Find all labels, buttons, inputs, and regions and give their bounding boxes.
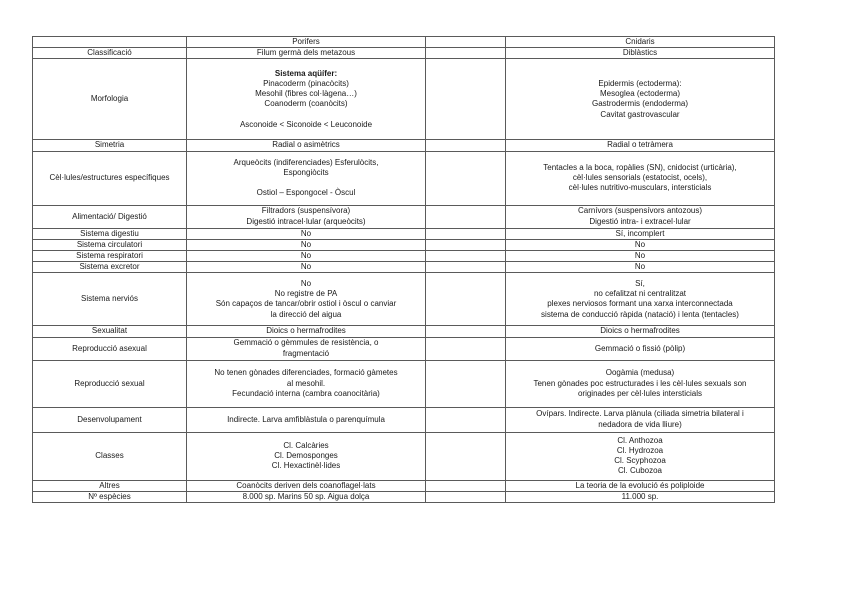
- cnidaris-cell: [506, 151, 775, 205]
- porifers-line: la direcció del aigua: [270, 309, 342, 319]
- porifers-line: [189, 178, 423, 188]
- spacer-cell: [426, 205, 506, 228]
- cnidaris-line: Diblàstics: [622, 48, 658, 58]
- cnidaris-cell: [506, 432, 775, 480]
- cnidaris-cell: [506, 337, 775, 360]
- porifers-line: No: [300, 251, 312, 261]
- porifers-cell: [187, 228, 426, 239]
- cnidaris-line: Cl. Scyphozoa: [614, 456, 666, 466]
- cnidaris-cell: [506, 360, 775, 407]
- cnidaris-line: Mesoglea (ectoderma): [599, 89, 681, 99]
- table-row: [33, 432, 775, 480]
- porifers-line: No tenen gònades diferenciades, formació gàmetes: [214, 368, 398, 378]
- table-row: [33, 407, 775, 432]
- comparison-table: [32, 36, 775, 503]
- table-row: [33, 273, 775, 326]
- cnidaris-line: Cl. Anthozoa: [617, 435, 663, 445]
- cnidaris-line: Digestió intra- i extracel·lular: [589, 216, 691, 226]
- table-row: [33, 251, 775, 262]
- porifers-line: Radial o asimètrics: [272, 140, 340, 150]
- spacer-cell: [426, 273, 506, 326]
- table-row: [33, 140, 775, 151]
- porifers-line: Digestió intracel·lular (arqueòcits): [246, 216, 366, 226]
- row-label: Sistema nerviós: [33, 273, 187, 326]
- header-row: [33, 37, 775, 48]
- row-label: Simetria: [33, 140, 187, 151]
- table-row: [33, 360, 775, 407]
- porifers-cell: [187, 151, 426, 205]
- porifers-line: Cl. Hexactinèl·lides: [271, 461, 341, 471]
- spacer-cell: [426, 432, 506, 480]
- table-row: [33, 48, 775, 59]
- table-row: [33, 151, 775, 205]
- table-row: [33, 205, 775, 228]
- porifers-cell: [187, 337, 426, 360]
- cnidaris-line: Cl. Cubozoa: [617, 466, 663, 476]
- cnidaris-line: Sí, incomplert: [615, 228, 665, 238]
- cnidaris-line: Sí,: [635, 279, 645, 289]
- table-row: [33, 480, 775, 491]
- row-label: Reproducció sexual: [33, 360, 187, 407]
- porifers-cell: [187, 326, 426, 337]
- cnidaris-line: sistema de conducció ràpida (natació) i lenta (tentacles): [541, 309, 739, 319]
- spacer-cell: [426, 360, 506, 407]
- cnidaris-line: La teoria de la evolució és poliploide: [575, 480, 705, 490]
- cnidaris-cell: [506, 205, 775, 228]
- cnidaris-line: Tenen gònades poc estructurades i les cèl·lules sexuals son: [533, 378, 747, 388]
- header-porifers: Porifers: [187, 37, 426, 48]
- porifers-line: Fecundació interna (cambra coanocitària): [232, 388, 380, 398]
- row-label: Nº espècies: [33, 491, 187, 502]
- porifers-cell: [187, 432, 426, 480]
- row-label: Altres: [33, 480, 187, 491]
- cnidaris-line: Tentacles a la boca, ropàlies (SN), cnidocist (urticària),: [543, 162, 737, 172]
- porifers-line: No: [300, 239, 312, 249]
- porifers-line: Coanoderm (coanòcits): [264, 99, 348, 109]
- row-label: Sistema excretor: [33, 262, 187, 273]
- spacer-cell: [426, 151, 506, 205]
- cnidaris-line: Oogàmia (medusa): [605, 368, 675, 378]
- table-row: [33, 228, 775, 239]
- porifers-line: No: [300, 262, 312, 272]
- porifers-line: Mesohil (fibres col·làgena…): [255, 89, 357, 99]
- porifers-line: No: [300, 228, 312, 238]
- row-label: Classes: [33, 432, 187, 480]
- cnidaris-line: Cl. Hydrozoa: [616, 445, 664, 455]
- porifers-cell: [187, 239, 426, 250]
- porifers-line: Pinacoderm (pinacòcits): [263, 79, 349, 88]
- porifers-cell: [187, 251, 426, 262]
- porifers-line: Indirecte. Larva amfiblàstula o parenquímula: [227, 414, 385, 424]
- cnidaris-cell: [506, 59, 775, 140]
- row-label: Sistema circulatori: [33, 239, 187, 250]
- porifers-line: Cl. Calcàries: [283, 440, 329, 450]
- cnidaris-cell: [506, 326, 775, 337]
- porifers-line: Espongiòcits: [283, 167, 329, 177]
- cnidaris-line: 11.000 sp.: [621, 491, 659, 501]
- spacer-cell: [426, 140, 506, 151]
- porifers-line: Sistema aqüífer:: [274, 68, 338, 78]
- row-label: Cèl·lules/estructures específiques: [33, 151, 187, 205]
- porifers-line: Filtradors (suspensívora): [261, 206, 351, 216]
- porifers-line: Cl. Demosponges: [274, 451, 338, 461]
- porifers-line: fragmentació: [282, 348, 330, 358]
- porifers-line: Arqueòcits (indiferenciades) Esferulòcits,: [233, 157, 379, 167]
- row-label: Alimentació/ Digestió: [33, 205, 187, 228]
- porifers-line: Filum germà dels metazous: [256, 48, 356, 58]
- row-label: Reproducció asexual: [33, 337, 187, 360]
- cnidaris-line: cèl·lules nutritivo-musculars, intersticials: [568, 183, 712, 193]
- row-label: Sistema digestiu: [33, 228, 187, 239]
- row-label: Classificació: [33, 48, 187, 59]
- porifers-line: Asconoide < Siconoide < Leuconoide: [239, 119, 373, 129]
- spacer-cell: [426, 407, 506, 432]
- cnidaris-cell: [506, 262, 775, 273]
- porifers-cell: [187, 262, 426, 273]
- cnidaris-cell: [506, 407, 775, 432]
- cnidaris-line: No: [634, 239, 646, 249]
- cnidaris-line: cèl·lules sensorials (estatocist, ocels),: [572, 173, 708, 182]
- porifers-cell: [187, 407, 426, 432]
- cnidaris-cell: [506, 140, 775, 151]
- spacer-cell: [426, 262, 506, 273]
- cnidaris-line: No: [634, 262, 646, 272]
- cnidaris-cell: [506, 48, 775, 59]
- porifers-cell: [187, 273, 426, 326]
- porifers-line: No registre de PA: [274, 289, 338, 299]
- table-body: [33, 48, 775, 503]
- cnidaris-line: plexes nerviosos formant una xarxa interconnectada: [547, 299, 733, 309]
- table-row: [33, 59, 775, 140]
- porifers-cell: [187, 48, 426, 59]
- table-row: [33, 262, 775, 273]
- porifers-line: Són capaços de tancar/obrir ostiol i òscul o canviar: [215, 299, 397, 309]
- porifers-line: Coanòcits deriven dels coanoflagel·lats: [236, 480, 376, 490]
- porifers-cell: [187, 59, 426, 140]
- cnidaris-cell: [506, 480, 775, 491]
- spacer-cell: [426, 491, 506, 502]
- spacer-cell: [426, 228, 506, 239]
- cnidaris-line: Ovípars. Indirecte. Larva plànula (ciliada simetria bilateral i: [536, 409, 744, 419]
- porifers-line: Dioics o hermafrodites: [266, 326, 346, 336]
- porifers-cell: [187, 205, 426, 228]
- cnidaris-line: nedadora de vida lliure): [598, 419, 682, 429]
- spacer-cell: [426, 37, 506, 48]
- cnidaris-cell: [506, 251, 775, 262]
- table-row: [33, 337, 775, 360]
- porifers-cell: [187, 140, 426, 151]
- header-cnidaris: Cnidaris: [506, 37, 775, 48]
- row-label: Sexualitat: [33, 326, 187, 337]
- cnidaris-line: Radial o tetràmera: [607, 140, 673, 150]
- porifers-line: Gemmació o gèmmules de resistència, o: [233, 338, 379, 348]
- cnidaris-cell: [506, 239, 775, 250]
- cnidaris-line: no cefalitzat ni centralitzat: [593, 289, 687, 299]
- spacer-cell: [426, 337, 506, 360]
- porifers-line: Ostiol – Espongocel - Òscul: [256, 188, 356, 198]
- cnidaris-line: Dioics o hermafrodites: [600, 326, 680, 336]
- porifers-line: No: [300, 279, 312, 289]
- cnidaris-cell: [506, 228, 775, 239]
- spacer-cell: [426, 59, 506, 140]
- spacer-cell: [426, 239, 506, 250]
- row-label: Desenvolupament: [33, 407, 187, 432]
- spacer-cell: [426, 251, 506, 262]
- cnidaris-line: No: [634, 251, 646, 261]
- row-label: Sistema respiratori: [33, 251, 187, 262]
- cnidaris-line: Epidermis (ectoderma):: [598, 79, 682, 88]
- cnidaris-line: Cavitat gastrovascular: [600, 109, 680, 119]
- table-row: [33, 239, 775, 250]
- porifers-cell: [187, 480, 426, 491]
- cnidaris-cell: [506, 491, 775, 502]
- table-row: [33, 326, 775, 337]
- cnidaris-cell: [506, 273, 775, 326]
- cnidaris-line: originades per cèl·lules intersticials: [577, 388, 703, 398]
- spacer-cell: [426, 480, 506, 491]
- row-label: Morfologia: [33, 59, 187, 140]
- spacer-cell: [426, 326, 506, 337]
- porifers-line: 8.000 sp. Marins 50 sp. Aigua dolça: [242, 491, 370, 501]
- cnidaris-line: Carnívors (suspensívors antozous): [577, 206, 703, 216]
- cnidaris-line: Gemmació o fissió (pòlip): [594, 343, 686, 353]
- porifers-cell: [187, 360, 426, 407]
- table-row: [33, 491, 775, 502]
- porifers-line: al mesohil.: [286, 378, 326, 388]
- cnidaris-line: Gastrodermis (endoderma): [591, 99, 689, 109]
- header-empty-cell: [33, 37, 187, 48]
- porifers-line: [189, 110, 423, 120]
- porifers-cell: [187, 491, 426, 502]
- spacer-cell: [426, 48, 506, 59]
